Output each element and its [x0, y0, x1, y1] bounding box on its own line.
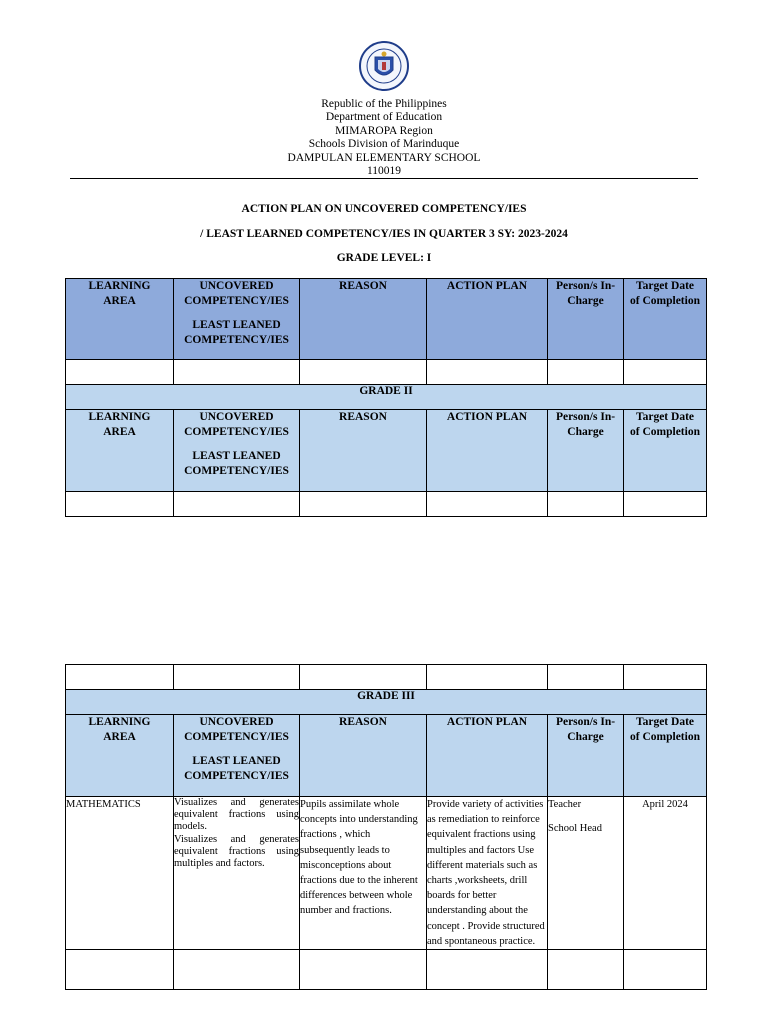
header-row-grade-1: [66, 279, 707, 360]
grade-level-label: GRADE LEVEL: I: [336, 252, 432, 264]
action-plan-table-grade-3: [65, 664, 707, 990]
learning-area-line-2: AREA: [103, 426, 136, 438]
header-line-department: Department of Education: [325, 111, 443, 124]
least-line-1: LEAST LEANED: [192, 755, 281, 767]
col-target-date: [624, 410, 707, 492]
least-line-2: COMPETENCY/IES: [184, 770, 289, 782]
uncovered-line-2: COMPETENCY/IES: [184, 731, 289, 743]
learning-area-line-1: LEARNING: [88, 411, 151, 423]
header-line-division: Schools Division of Marinduque: [308, 138, 460, 151]
empty-row: [66, 665, 707, 690]
letterhead: [0, 40, 768, 178]
uncovered-line-1: UNCOVERED: [199, 280, 274, 292]
col-action-plan: ACTION PLAN: [427, 279, 548, 360]
col-person-in-charge: [548, 410, 624, 492]
least-line-2: COMPETENCY/IES: [184, 334, 289, 346]
cell-action-plan: Provide variety of activities as remediation to reinforce equivalent fractions using multiples and factors Use different materials such as charts ,worksheets, drill boards for better understanding about the concept . Provide structured and spontaneous practice.: [427, 797, 548, 950]
competency-item: Visualizes and generates equivalent fractions using models.: [174, 797, 299, 833]
header-row-grade-3: [66, 715, 707, 797]
col-reason: REASON: [300, 410, 427, 492]
header-line-region: MIMAROPA Region: [335, 124, 433, 137]
person-line-1: Person/s In-: [555, 716, 616, 728]
uncovered-line-2: COMPETENCY/IES: [184, 426, 289, 438]
grade-band-row: [66, 690, 707, 715]
cell-reason: Pupils assimilate whole concepts into understanding fractions , which subsequently leads to misconceptions about fractions due to the inherent differences between whole number and fractions.: [300, 797, 427, 950]
cell-person-in-charge: [548, 797, 624, 950]
target-line-2: of Completion: [630, 731, 700, 743]
col-competency: [174, 715, 300, 797]
col-action-plan: ACTION PLAN: [427, 410, 548, 492]
person-teacher: Teacher: [548, 799, 582, 810]
person-school-head: School Head: [548, 823, 602, 835]
col-competency: [174, 410, 300, 492]
uncovered-line-1: UNCOVERED: [199, 716, 274, 728]
learning-area-line-1: LEARNING: [88, 716, 151, 728]
cell-learning-area: MATHEMATICS: [66, 797, 174, 950]
deped-seal-icon: [358, 40, 410, 92]
col-learning-area: [66, 715, 174, 797]
person-line-1: Person/s In-: [555, 280, 616, 292]
header-divider: [70, 178, 698, 179]
header-line-school: DAMPULAN ELEMENTARY SCHOOL: [287, 151, 481, 164]
competency-item: Visualizes and generates equivalent fractions using multiples and factors.: [174, 833, 299, 870]
cell-competency: [174, 797, 300, 950]
col-reason: REASON: [300, 715, 427, 797]
header-line-country: Republic of the Philippines: [321, 98, 447, 110]
cell-target-date: April 2024: [624, 797, 707, 950]
learning-area-line-1: LEARNING: [88, 280, 151, 292]
grade-3-band: GRADE III: [66, 690, 707, 715]
title-line-2: / LEAST LEARNED COMPETENCY/IES IN QUARTER 3 SY: 2023-2024: [200, 228, 568, 240]
col-person-in-charge: [548, 715, 624, 797]
person-line-2: Charge: [567, 426, 604, 438]
least-line-1: LEAST LEANED: [192, 319, 281, 331]
uncovered-line-1: UNCOVERED: [199, 411, 274, 423]
least-line-2: COMPETENCY/IES: [184, 465, 289, 477]
grade-band-row: [66, 385, 707, 410]
col-competency: [174, 279, 300, 360]
header-line-school-id: 110019: [366, 165, 402, 178]
col-learning-area: [66, 410, 174, 492]
grade-2-band: GRADE II: [66, 385, 707, 410]
target-line-2: of Completion: [630, 426, 700, 438]
empty-row: [66, 492, 707, 517]
table-row: [66, 797, 707, 950]
col-action-plan: ACTION PLAN: [427, 715, 548, 797]
col-reason: REASON: [300, 279, 427, 360]
uncovered-line-2: COMPETENCY/IES: [184, 295, 289, 307]
target-line-2: of Completion: [630, 295, 700, 307]
target-line-1: Target Date: [635, 716, 695, 728]
empty-row: [66, 360, 707, 385]
learning-area-line-2: AREA: [103, 731, 136, 743]
person-line-2: Charge: [567, 295, 604, 307]
action-plan-table-grades-1-2: [65, 278, 707, 517]
title-line-1: ACTION PLAN ON UNCOVERED COMPETENCY/IES: [241, 203, 527, 215]
table-row: [66, 950, 707, 990]
person-line-1: Person/s In-: [555, 411, 616, 423]
col-target-date: [624, 715, 707, 797]
target-line-1: Target Date: [635, 411, 695, 423]
learning-area-line-2: AREA: [103, 295, 136, 307]
col-target-date: [624, 279, 707, 360]
least-line-1: LEAST LEANED: [192, 450, 281, 462]
person-line-2: Charge: [567, 731, 604, 743]
col-person-in-charge: [548, 279, 624, 360]
col-learning-area: [66, 279, 174, 360]
header-row-grade-2: [66, 410, 707, 492]
target-line-1: Target Date: [635, 280, 695, 292]
